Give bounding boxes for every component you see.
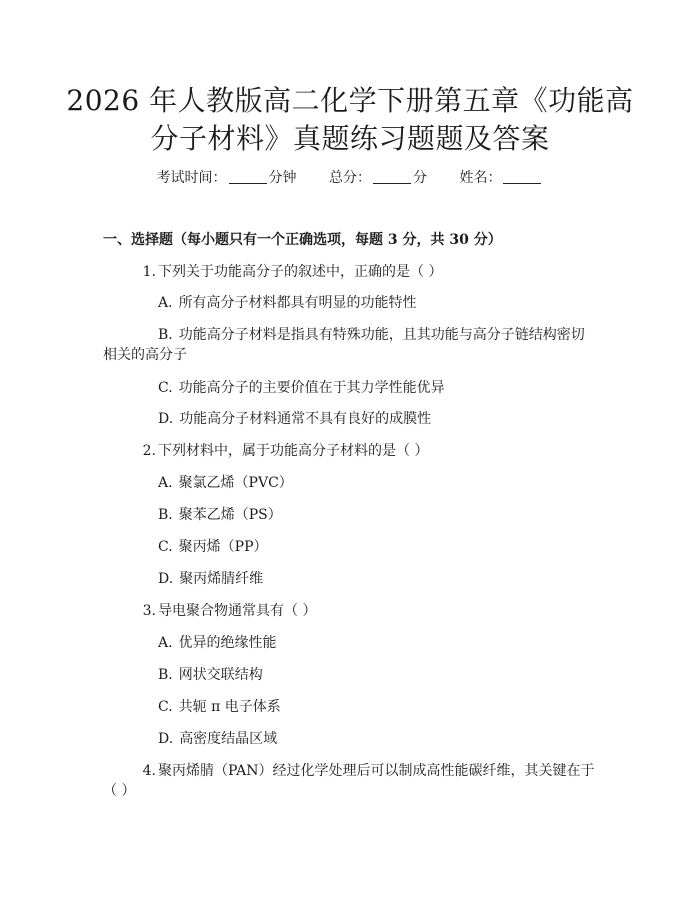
option-text: 聚丙烯腈纤维: [179, 571, 264, 587]
question-1-option-a: [103, 293, 595, 313]
option-letter: C.: [158, 539, 173, 555]
question-1-option-c: [103, 378, 595, 398]
exam-meta: [0, 168, 700, 188]
option-text: 聚丙烯（PP）: [178, 539, 268, 555]
option-text: 功能高分子材料是指具有特殊功能，且其功能与高分子链结构密切相关的高分子: [103, 327, 585, 363]
name-blank: [503, 169, 541, 184]
question-number: 4.: [142, 763, 156, 779]
option-text: 聚苯乙烯（PS）: [178, 507, 282, 523]
time-unit: 分钟: [268, 170, 297, 186]
option-letter: D.: [158, 411, 174, 427]
question-3-option-c: [103, 697, 595, 717]
question-text: 下列材料中，属于功能高分子材料的是（ ）: [158, 443, 429, 459]
option-text: 聚氯乙烯（PVC）: [178, 475, 293, 491]
option-letter: C.: [158, 699, 173, 715]
question-2-option-b: [103, 505, 595, 525]
question-text: 下列关于功能高分子的叙述中，正确的是（ ）: [158, 264, 443, 280]
exam-score: [329, 170, 427, 186]
option-text: 所有高分子材料都具有明显的功能特性: [178, 295, 417, 311]
page-title-line-2: 分子材料》真题练习题题及答案: [150, 122, 550, 155]
question-2-option-a: [103, 473, 595, 493]
score-label: 总分：: [329, 170, 371, 186]
question-1: [103, 262, 595, 282]
question-1-option-d: [103, 409, 595, 429]
question-text: 聚丙烯腈（PAN）经过化学处理后可以制成高性能碳纤维，其关键在于（ ）: [103, 763, 595, 799]
question-3: [103, 601, 595, 621]
option-text: 共轭 π 电子体系: [178, 699, 281, 715]
question-3-option-d: [103, 729, 595, 749]
score-unit: 分: [413, 170, 427, 186]
option-letter: B.: [158, 667, 173, 683]
option-text: 功能高分子的主要价值在于其力学性能优异: [178, 380, 445, 396]
question-4: [103, 761, 595, 801]
page-title-line-1: 2026 年人教版高二化学下册第五章《功能高: [66, 84, 634, 117]
question-number: 1.: [142, 264, 156, 280]
option-letter: A.: [158, 295, 173, 311]
option-letter: D.: [158, 731, 174, 747]
option-text: 功能高分子材料通常不具有良好的成膜性: [179, 411, 432, 427]
question-3-option-b: [103, 665, 595, 685]
time-blank: [229, 169, 267, 184]
question-number: 2.: [142, 443, 156, 459]
question-2-option-d: [103, 569, 595, 589]
option-letter: D.: [158, 571, 174, 587]
question-1-option-b: [103, 325, 595, 365]
name-label: 姓名：: [459, 170, 502, 186]
exam-time: [157, 170, 297, 186]
option-letter: C.: [158, 380, 173, 396]
option-letter: A.: [158, 475, 173, 491]
option-text: 网状交联结构: [178, 667, 263, 683]
score-blank: [373, 169, 411, 184]
option-letter: A.: [158, 635, 173, 651]
section-heading: 一、选择题（每小题只有一个正确选项，每题 3 分，共 30 分）: [103, 232, 502, 248]
option-text: 优异的绝缘性能: [178, 635, 277, 651]
question-number: 3.: [142, 603, 156, 619]
question-text: 导电聚合物通常具有（ ）: [158, 603, 317, 619]
question-2: [103, 441, 595, 461]
exam-name: [459, 170, 543, 186]
option-letter: B.: [158, 327, 173, 343]
time-label: 考试时间：: [156, 170, 227, 186]
question-2-option-c: [103, 537, 595, 557]
option-text: 高密度结晶区域: [179, 731, 278, 747]
option-letter: B.: [158, 507, 173, 523]
question-3-option-a: [103, 633, 595, 653]
